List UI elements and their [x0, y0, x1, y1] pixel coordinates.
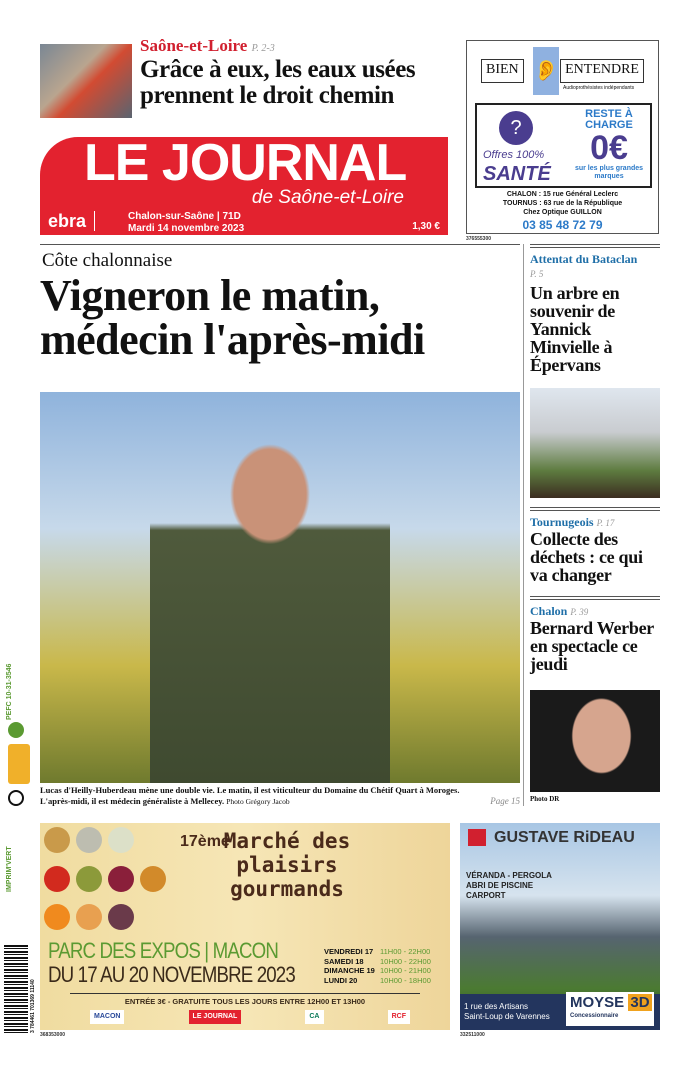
- reste-a-charge: RESTE À CHARGE: [585, 108, 633, 131]
- teaser-title[interactable]: Grâce à eux, les eaux usées prennent le droit chemin: [140, 56, 416, 109]
- entree-info: ENTRÉE 3€ - GRATUITE TOUS LES JOURS ENTRE 12H00 ET 13H00: [70, 993, 420, 1007]
- ad-phone: 03 85 48 72 79: [522, 218, 603, 232]
- venue: PARC DES EXPOS | MACON: [48, 938, 279, 963]
- edition-number: 17ème: [180, 833, 230, 850]
- zero-euro: 0€: [590, 129, 628, 167]
- divider: [530, 244, 660, 248]
- ear-circle-icon: ?: [499, 111, 533, 145]
- recycling-label-icon: [8, 744, 30, 784]
- page-ref: P. 5: [530, 269, 544, 279]
- sante: SANTÉ: [483, 163, 551, 185]
- side-story-2[interactable]: [530, 515, 660, 584]
- column-divider: [523, 244, 524, 806]
- rideau-logo: GUSTAVE RiDEAU: [468, 829, 635, 846]
- photo-subject: [150, 422, 390, 783]
- brand-left: BIEN: [481, 59, 524, 83]
- photo-credit: Photo DR: [530, 795, 560, 803]
- page-ref: P. 39: [570, 607, 589, 617]
- product: VÉRANDA - PERGOLA: [466, 871, 552, 880]
- ad-tagline: Audioprothésistes indépendants: [563, 85, 635, 91]
- ad-brand: [481, 59, 644, 83]
- ad-bien-entendre[interactable]: [466, 40, 659, 234]
- schedule-row: [324, 947, 431, 957]
- sponsor-logos: [90, 1010, 410, 1024]
- divider: [530, 507, 660, 511]
- masthead: [40, 134, 448, 235]
- day: DIMANCHE 19: [324, 966, 375, 975]
- teaser-page: P. 2-3: [251, 43, 275, 54]
- caption-block: [40, 785, 520, 807]
- side-kicker: [530, 515, 660, 530]
- marche-title: Marché des plaisirs gourmands: [223, 829, 351, 901]
- masthead-logo: LE JOURNAL: [84, 134, 407, 192]
- ad-code: 332511000: [460, 1032, 485, 1038]
- sponsor-le-journal: LE JOURNAL: [189, 1010, 242, 1024]
- day: LUNDI 20: [324, 975, 358, 985]
- teaser-photo[interactable]: [40, 44, 132, 118]
- day: VENDREDI 17: [324, 947, 374, 956]
- page-ref: Page 15: [490, 796, 520, 806]
- side-title: Un arbre en souvenir de Yannick Minvielle à Épervans: [530, 283, 620, 375]
- date: Mardi 14 novembre 2023: [128, 223, 245, 234]
- kicker-label: Chalon: [530, 604, 568, 618]
- food-images: [40, 823, 170, 943]
- price: 1,30 €: [412, 221, 440, 232]
- kicker-label: Tournugeois: [530, 515, 594, 529]
- kicker-label: Attentat du Bataclan: [530, 252, 638, 266]
- dealer: MOYSE: [570, 994, 625, 1011]
- caption-text: Lucas d'Heilly-Huberdeau mène une double vie. Le matin, il est viticulteur du Domaine du Chétif Quart à Moroges. L'après-midi, il est médecin généraliste à Mellecey.: [40, 785, 460, 806]
- address-1: CHALON : 15 rue Général Leclerc: [506, 191, 619, 198]
- address-1: 1 rue des Artisans: [464, 1002, 529, 1011]
- dealer-role: Concessionnaire: [570, 1013, 619, 1019]
- page-ref: P. 17: [596, 518, 615, 528]
- masthead-subtitle: de Saône-et-Loire: [251, 187, 404, 208]
- side-story-1[interactable]: [530, 252, 660, 374]
- sponsor-macon: MACON: [90, 1010, 124, 1024]
- product-list: [466, 871, 552, 901]
- teaser-kicker-label: Saône-et-Loire: [140, 36, 248, 55]
- bernard-werber-photo[interactable]: [530, 690, 660, 792]
- schedule-row: [324, 957, 431, 967]
- offres: Offres 100%: [483, 149, 545, 161]
- edition: Chalon-sur-Saône | 71D: [128, 211, 241, 222]
- divider: [530, 596, 660, 600]
- address-block: [464, 1002, 560, 1022]
- sponsor-credit-agricole: CA: [305, 1010, 323, 1024]
- side-title: Collecte des déchets : ce qui va changer: [530, 529, 643, 585]
- ad-gustave-rideau[interactable]: [460, 823, 660, 1030]
- ebra-logo: ebra: [48, 211, 95, 231]
- product: ABRI DE PISCINE: [466, 881, 534, 890]
- divider: [40, 244, 520, 245]
- side-kicker: [530, 604, 660, 619]
- schedule: [324, 947, 431, 985]
- brand-right: ENTENDRE: [560, 59, 644, 83]
- photo-caption: [40, 785, 520, 807]
- sponsor-rcf: RCF: [388, 1010, 410, 1024]
- barcode: [4, 945, 28, 1033]
- main-headline[interactable]: Vigneron le matin, médecin l'après-midi: [40, 271, 425, 364]
- address-2: TOURNUS : 63 rue de la République: [502, 200, 623, 207]
- marques: sur les plus grandes marques: [574, 165, 644, 180]
- dates: DU 17 AU 20 NOVEMBRE 2023: [48, 962, 295, 987]
- schedule-row: [324, 966, 431, 976]
- dealer-badge: 3D: [630, 994, 650, 1011]
- product: CARPORT: [466, 891, 506, 900]
- hours: 10H00 - 18H00: [380, 975, 431, 985]
- ad-marche-gourmands[interactable]: [40, 823, 450, 1030]
- ear-icon: 👂: [533, 47, 559, 95]
- main-photo[interactable]: [40, 392, 520, 783]
- ad-address: [467, 190, 658, 217]
- side-title: Bernard Werber en spectacle ce jeudi: [530, 618, 654, 674]
- ad-code: 376555300: [466, 236, 492, 242]
- barcode-number: 3 784461 701369 11140: [30, 979, 36, 1033]
- hours: 10H00 - 21H00: [380, 966, 431, 975]
- day: SAMEDI 18: [324, 956, 364, 966]
- schedule-row: [324, 976, 431, 986]
- triman-icon: [8, 790, 24, 806]
- side-kicker: [530, 252, 660, 281]
- imprimvert-label: IMPRIM'VERT: [6, 846, 13, 892]
- main-kicker: Côte chalonnaise: [42, 250, 173, 271]
- moyse-logo: [566, 992, 654, 1026]
- address-3: Chez Optique GUILLON: [523, 209, 602, 216]
- pefc-label: PEFC 10-31-3546: [6, 663, 13, 720]
- pefc-icon: [8, 722, 24, 738]
- photo-credit: Photo Grégory Jacob: [226, 797, 290, 806]
- side-story-3[interactable]: [530, 604, 660, 673]
- ad-code: 368353000: [40, 1032, 66, 1038]
- address-2: Saint-Loup de Varennes: [464, 1012, 550, 1021]
- hours: 11H00 - 22H00: [380, 947, 431, 956]
- hours: 10H00 - 22H00: [380, 956, 431, 966]
- edition-info: [128, 211, 244, 235]
- offer-box: [475, 103, 652, 188]
- tree-planting-photo[interactable]: [530, 388, 660, 498]
